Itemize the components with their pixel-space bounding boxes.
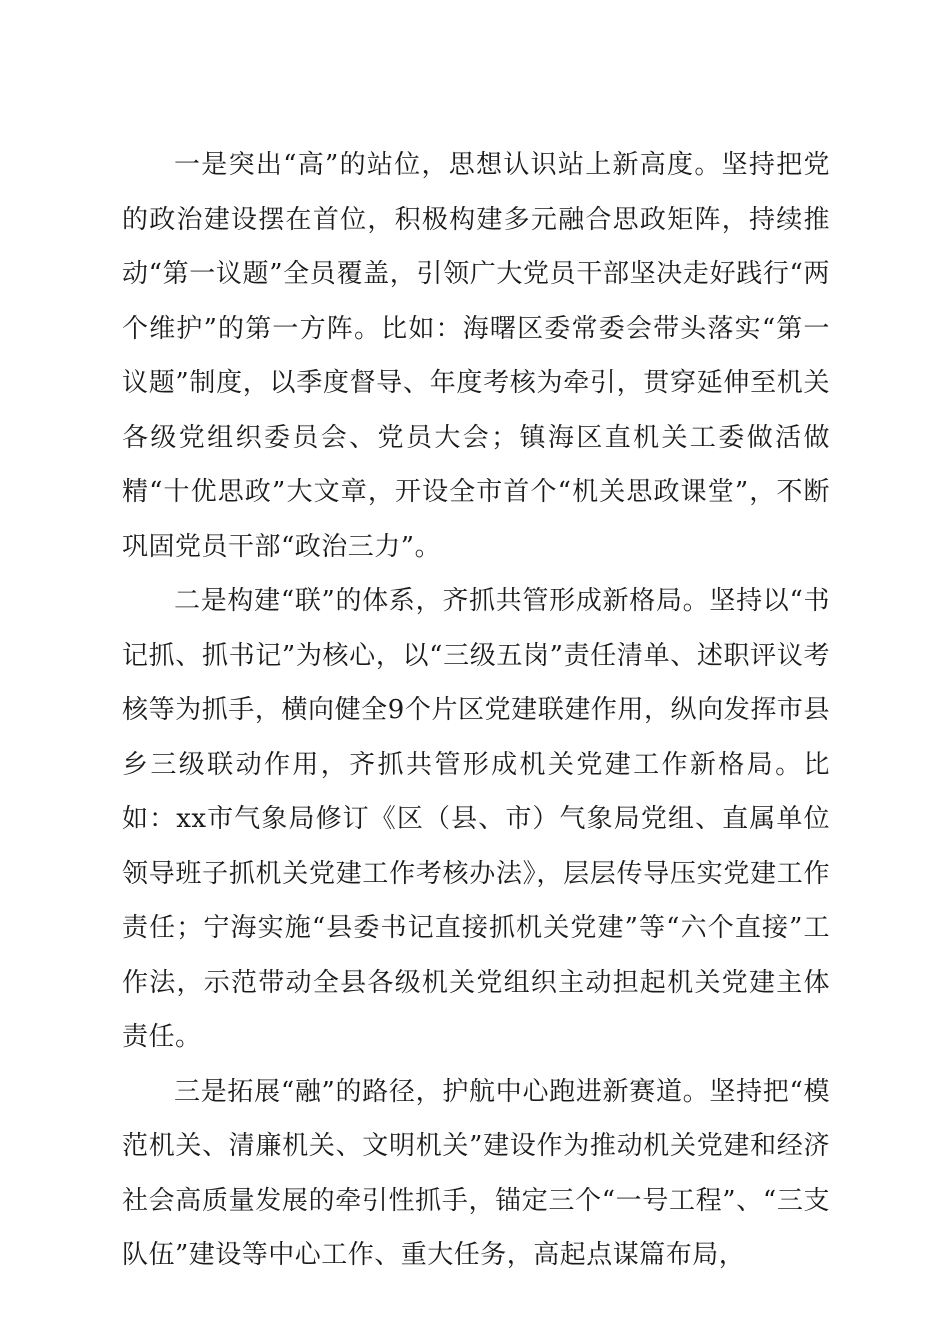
paragraph-3: 三是拓展“融”的路径，护航中心跑进新赛道。坚持把“模范机关、清廉机关、文明机关”建设作为推动机关党建和经济社会高质量发展的牵引性抓手，锚定三个“一号工程”、“三支队伍”建设等中心工作、重大任务，高起点谋篇布局， <box>122 1076 830 1270</box>
paragraph-1: 一是突出“高”的站位，思想认识站上新高度。坚持把党的政治建设摆在首位，积极构建多元融合思政矩阵，持续推动“第一议题”全员覆盖，引领广大党员干部坚决走好践行“两个维护”的第一方阵。比如：海曙区委常委会带头落实“第一议题”制度，以季度督导、年度考核为牵引，贯穿延伸至机关各级党组织委员会、党员大会；镇海区直机关工委做活做精“十优思政”大文章，开设全市首个“机关思政课堂”，不断巩固党员干部“政治三力”。 <box>122 150 830 562</box>
document-body <box>122 138 830 1283</box>
paragraph-2: 二是构建“联”的体系，齐抓共管形成新格局。坚持以“书记抓、抓书记”为核心，以“三级五岗”责任清单、述职评议考核等为抓手，横向健全9个片区党建联建作用，纵向发挥市县乡三级联动作用，齐抓共管形成机关党建工作新格局。比如：xx市气象局修订《区（县、市）气象局党组、直属单位领导班子抓机关党建工作考核办法》，层层传导压实党建工作责任；宁海实施“县委书记直接抓机关党建”等“六个直接”工作法，示范带动全县各级机关党组织主动担起机关党建主体责任。 <box>122 586 830 1052</box>
